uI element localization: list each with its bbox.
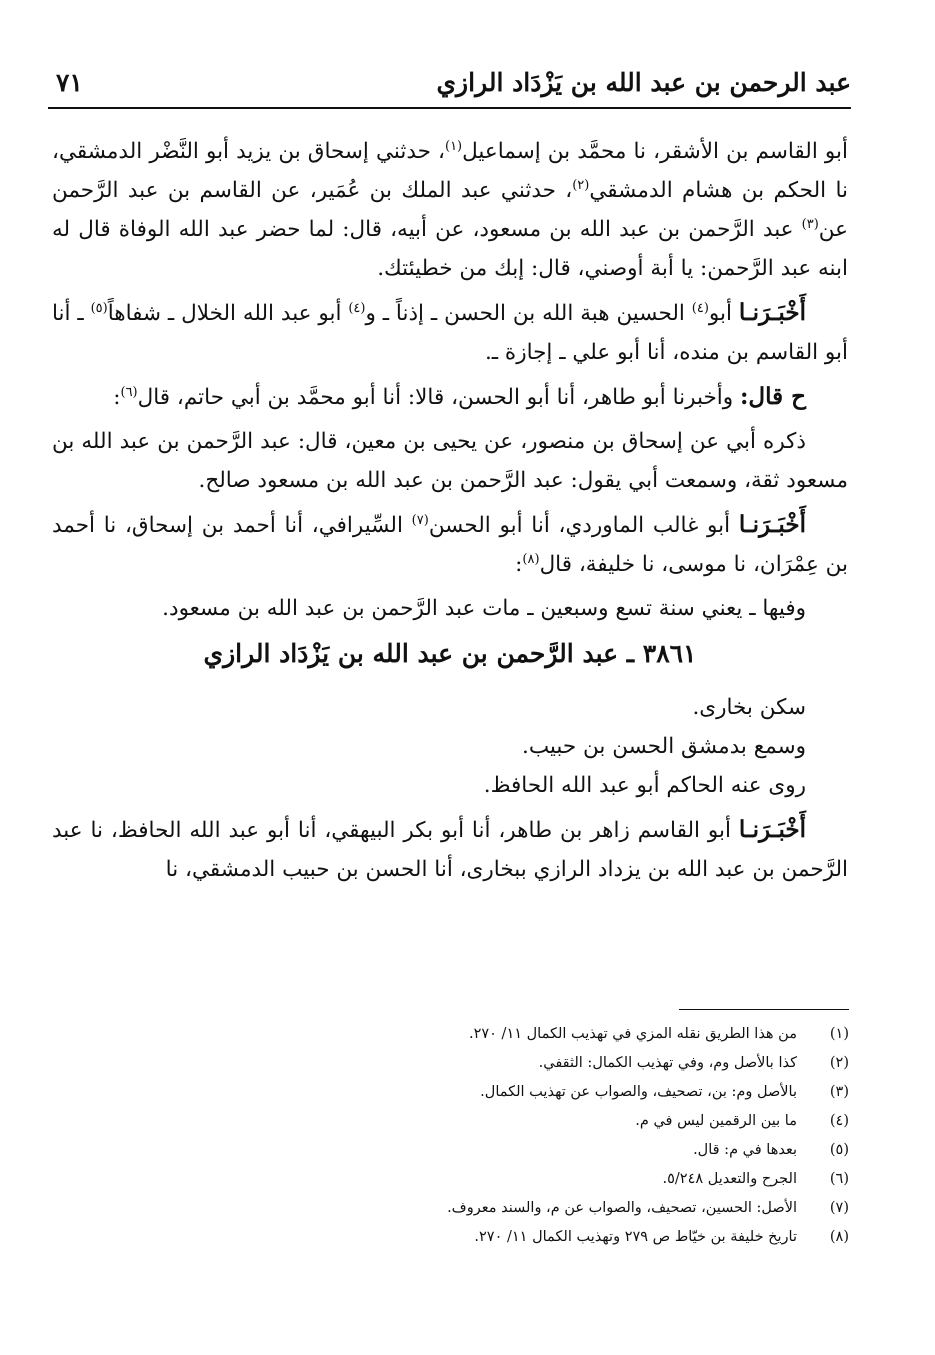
paragraph-6 bbox=[52, 589, 848, 628]
footnote-ref-5[interactable]: (٥) bbox=[90, 300, 108, 316]
paragraph-3-text-b: : bbox=[113, 385, 121, 410]
paragraph-2-text-c: أبو عبد الله الخلال ـ شفاهاً bbox=[107, 301, 349, 326]
footnote-2 bbox=[129, 1049, 849, 1078]
paragraph-6-text: وفيها ـ يعني سنة تسع وسبعين ـ مات عبد الرَّحمن بن عبد الله بن مسعود. bbox=[162, 596, 806, 621]
paragraph-3 bbox=[52, 377, 848, 417]
footnote-1 bbox=[129, 1020, 849, 1049]
footnote-text: الأصل: الحسين، تصحيف، والصواب عن م، والسند معروف. bbox=[447, 1200, 797, 1216]
akhbarana-keyword: أَخْبَـرَنـا bbox=[738, 511, 806, 538]
footnote-text: تاريخ خليفة بن خيّاط ص ٢٧٩ وتهذيب الكمال ١١/ ٢٧٠. bbox=[474, 1229, 797, 1245]
footnote-text: من هذا الطريق نقله المزي في تهذيب الكمال ١١/ ٢٧٠. bbox=[468, 1026, 797, 1042]
footnote-6 bbox=[129, 1165, 849, 1194]
running-head bbox=[48, 64, 851, 104]
footnote-number: (٤) bbox=[829, 1113, 849, 1129]
entry-heading: ٣٨٦١ ـ عبد الرَّحمن بن عبد الله بن يَزْدَاد الرازي bbox=[203, 639, 697, 668]
footnotes bbox=[129, 1020, 849, 1252]
footnote-3 bbox=[129, 1078, 849, 1107]
paragraph-4-text: ذكره أبي عن إسحاق بن منصور، عن يحيى بن معين، قال: عبد الرَّحمن بن عبد الله بن مسعود ثقة، وسمعت أبي يقول: عبد الرَّحمن بن عبد الله بن مسعود صالح. bbox=[52, 429, 848, 493]
footnote-ref-3[interactable]: (٣) bbox=[801, 216, 819, 232]
paragraph-2 bbox=[52, 293, 848, 372]
paragraph-2-text-d: ـ أنا أبو القاسم بن منده، أنا أبو علي ـ إجازة ـ. bbox=[52, 301, 848, 365]
paragraph-5-text-b: السِّيرافي، أنا أحمد بن إسحاق، نا أحمد بن عِمْرَان، نا موسى، نا خليفة، قال bbox=[52, 513, 848, 577]
footnote-ref-7[interactable]: (٧) bbox=[411, 512, 429, 528]
header-rule bbox=[48, 107, 851, 109]
footnote-7 bbox=[129, 1194, 849, 1223]
biography-line-2: وسمع بدمشق الحسن بن حبيب. bbox=[521, 734, 806, 759]
akhbarana-keyword: أَخْبَـرَنـا bbox=[738, 816, 806, 843]
paragraph-5 bbox=[52, 505, 848, 584]
main-text bbox=[52, 132, 848, 894]
footnote-separator bbox=[679, 1009, 849, 1010]
footnote-4 bbox=[129, 1107, 849, 1136]
footnote-ref-4[interactable]: (٤) bbox=[691, 300, 709, 316]
footnote-ref-1[interactable]: (١) bbox=[444, 138, 463, 154]
footnote-text: ما بين الرقمين ليس في م. bbox=[635, 1113, 797, 1129]
footnote-number: (٢) bbox=[829, 1055, 849, 1071]
footnote-number: (١) bbox=[829, 1026, 849, 1042]
paragraph-5-text-c: : bbox=[515, 552, 523, 577]
paragraph-5-text-a: أبو غالب الماوردي، أنا أبو الحسن bbox=[428, 513, 739, 538]
footnote-number: (٣) bbox=[829, 1084, 849, 1100]
paragraph-1-text-b: ، حدثني إسحاق بن يزيد أبو النَّضْر الدمشقي، نا الحكم بن هشام الدمشقي bbox=[52, 139, 848, 203]
paragraph-3-text-a: وأخبرنا أبو طاهر، أنا أبو الحسن، قالا: أنا أبو محمَّد بن أبي حاتم، قال bbox=[137, 385, 740, 410]
footnote-text: الجرح والتعديل ٥/٢٤٨. bbox=[662, 1171, 797, 1187]
footnote-ref-4b[interactable]: (٤) bbox=[348, 300, 366, 316]
paragraph-4 bbox=[52, 422, 848, 500]
footnote-text: بالأصل وم: بن، تصحيف، والصواب عن تهذيب الكمال. bbox=[480, 1084, 797, 1100]
paragraph-7 bbox=[52, 810, 848, 889]
paragraph-7-text: أبو القاسم زاهر بن طاهر، أنا أبو بكر البيهقي، أنا أبو عبد الله الحافظ، نا عبد الرَّحمن بن عبد الله بن يزداد الرازي ببخارى، أنا الحسن بن حبيب الدمشقي، نا bbox=[52, 818, 848, 882]
paragraph-1 bbox=[52, 132, 848, 288]
footnote-number: (٥) bbox=[829, 1142, 849, 1158]
footnote-ref-6[interactable]: (٦) bbox=[120, 384, 138, 400]
paragraph-1-text-d: عبد الرَّحمن بن عبد الله بن مسعود، عن أبيه، قال: لما حضر عبد الله الوفاة قال له ابنه عبد الرَّحمن: يا أبة أوصني، قال: إبك من خطيئتك. bbox=[52, 217, 848, 281]
paragraph-1-text-a: أبو القاسم بن الأشقر، نا محمَّد بن إسماعيل bbox=[462, 139, 848, 164]
footnote-text: كذا بالأصل وم، وفي تهذيب الكمال: الثقفي. bbox=[538, 1055, 797, 1071]
running-title: عبد الرحمن بن عبد الله بن يَزْدَاد الرازي bbox=[436, 68, 851, 97]
paragraph-1-text-c: ، حدثني عبد الملك بن عُمَير، عن القاسم بن عبد الرَّحمن عن bbox=[52, 178, 848, 242]
paragraph-2-text-a: أبو bbox=[708, 301, 739, 326]
footnote-number: (٧) bbox=[829, 1200, 849, 1216]
paragraph-2-text-b: الحسين هبة الله بن الحسن ـ إذناً ـ و bbox=[365, 301, 692, 326]
footnote-ref-8[interactable]: (٨) bbox=[522, 551, 540, 567]
page-number: ٧١ bbox=[56, 68, 83, 97]
footnote-number: (٨) bbox=[829, 1229, 849, 1245]
biography-line-3: روى عنه الحاكم أبو عبد الله الحافظ. bbox=[483, 773, 806, 798]
footnote-8 bbox=[129, 1223, 849, 1252]
biography-line-1: سكن بخارى. bbox=[692, 695, 806, 720]
footnote-number: (٦) bbox=[829, 1171, 849, 1187]
footnote-5 bbox=[129, 1136, 849, 1165]
akhbarana-keyword: أَخْبَـرَنـا bbox=[738, 299, 806, 326]
ha-qala-keyword: ح قال: bbox=[739, 383, 806, 410]
footnote-text: بعدها في م: قال. bbox=[693, 1142, 797, 1158]
footnote-ref-2[interactable]: (٢) bbox=[572, 177, 590, 193]
